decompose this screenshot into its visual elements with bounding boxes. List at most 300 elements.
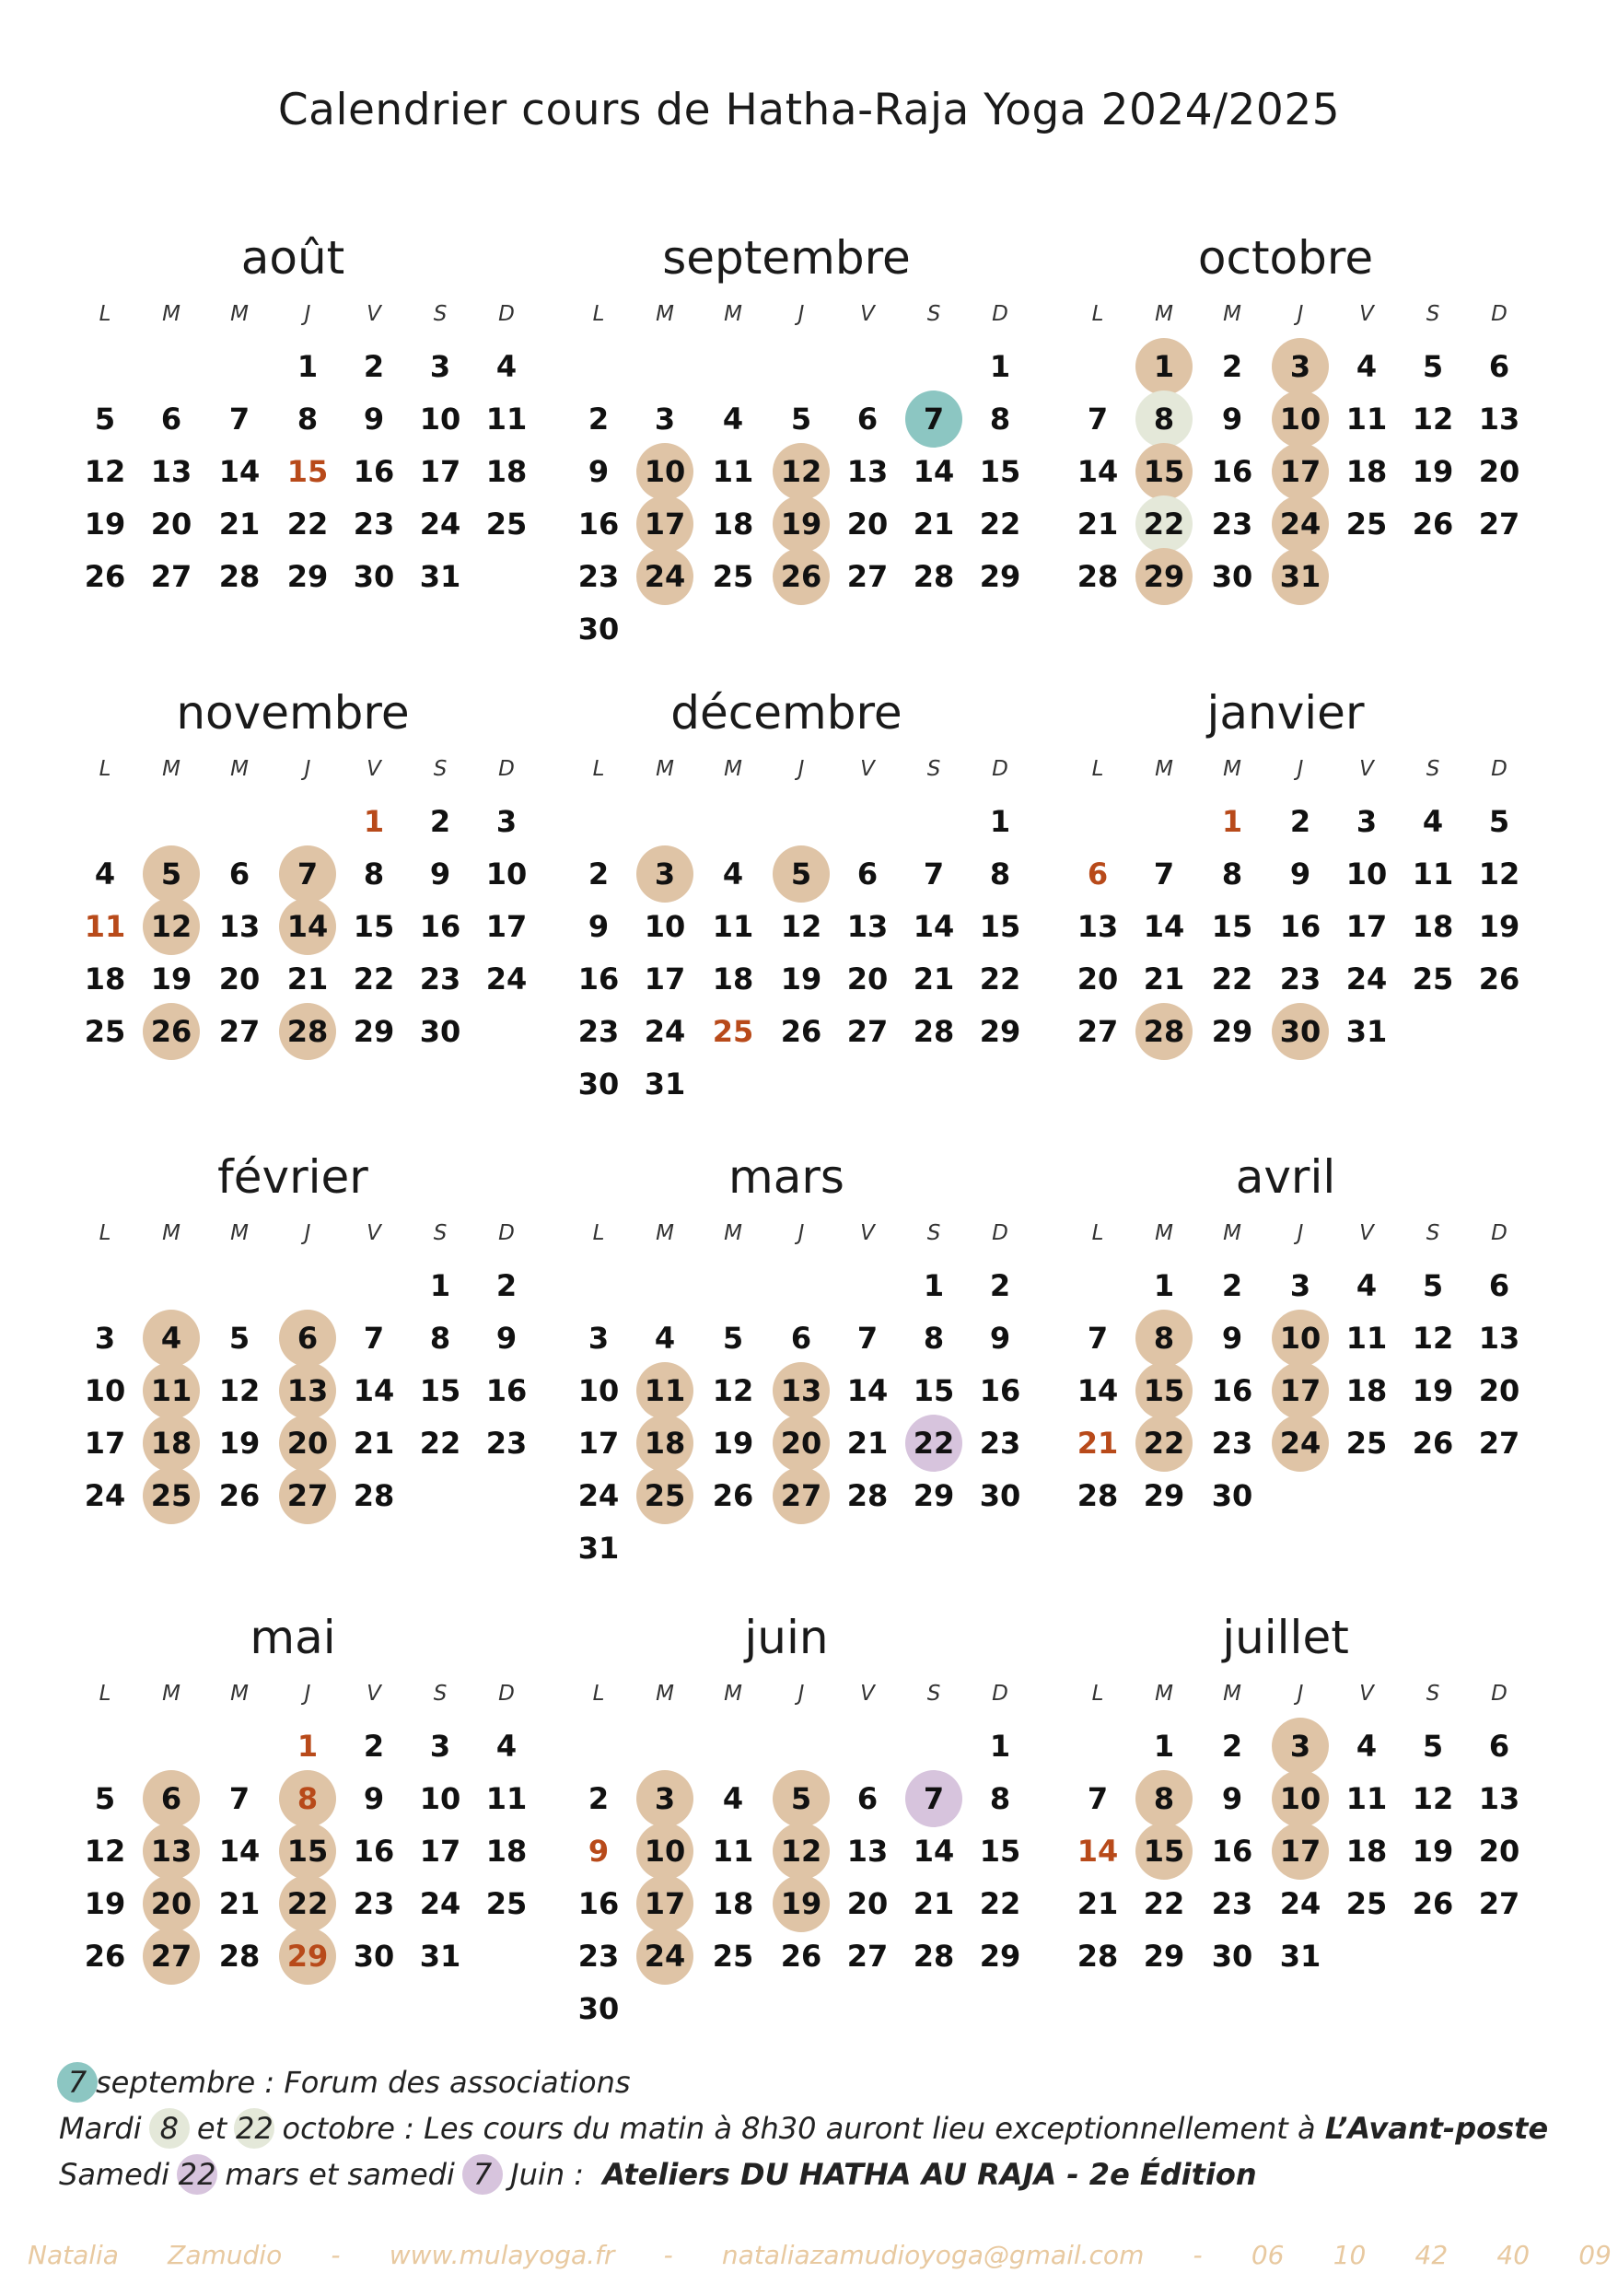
day-cell: 18 bbox=[1345, 1834, 1388, 1869]
day-cell: 27 bbox=[1077, 1014, 1119, 1049]
weekday-label: V bbox=[1359, 1221, 1374, 1245]
day-cell: 7 bbox=[1153, 857, 1175, 892]
day-cell: 12 bbox=[1478, 857, 1520, 892]
weekday-label: M bbox=[724, 1682, 742, 1706]
day-cell: 5 bbox=[1488, 804, 1510, 839]
day-cell: 4 bbox=[143, 1310, 200, 1367]
day-cell: 3 bbox=[429, 1729, 451, 1764]
weekday-label: D bbox=[498, 302, 515, 326]
day-cell: 14 bbox=[913, 454, 955, 489]
day-cell: 3 bbox=[588, 1321, 610, 1356]
weekday-label: M bbox=[1223, 757, 1241, 781]
day-cell: 1 bbox=[1221, 804, 1243, 839]
day-cell: 23 bbox=[1211, 1886, 1253, 1921]
forum-text: septembre : Forum des associations bbox=[96, 2065, 631, 2100]
day-cell: 14 bbox=[353, 1373, 395, 1408]
day-cell: 1 bbox=[989, 1729, 1011, 1764]
day-cell: 1 bbox=[1153, 1268, 1175, 1303]
day-cell: 16 bbox=[485, 1373, 528, 1408]
day-cell: 19 bbox=[1478, 909, 1520, 944]
weekday-label: V bbox=[1359, 302, 1374, 326]
day-cell: 17 bbox=[636, 1875, 693, 1932]
day-cell: 13 bbox=[846, 454, 889, 489]
day-cell: 24 bbox=[1345, 962, 1388, 996]
day-cell: 23 bbox=[353, 507, 395, 542]
day-cell: 14 bbox=[279, 898, 336, 955]
day-cell: 21 bbox=[218, 1886, 261, 1921]
day-cell: 25 bbox=[1345, 1886, 1388, 1921]
footer-item: Zamudio bbox=[168, 2240, 283, 2270]
weekday-label: D bbox=[498, 1682, 515, 1706]
day-cell: 7 bbox=[1087, 1781, 1109, 1816]
day-cell: 4 bbox=[1356, 1729, 1378, 1764]
weekday-label: V bbox=[367, 302, 381, 326]
day-cell: 18 bbox=[485, 454, 528, 489]
day-cell: 20 bbox=[279, 1415, 336, 1472]
day-cell: 10 bbox=[644, 909, 686, 944]
day-cell: 24 bbox=[419, 507, 461, 542]
day-cell: 25 bbox=[143, 1467, 200, 1524]
day-cell: 10 bbox=[84, 1373, 126, 1408]
day-cell: 20 bbox=[218, 962, 261, 996]
day-cell: 30 bbox=[1211, 1478, 1253, 1513]
footer-item: Natalia bbox=[28, 2240, 119, 2270]
day-cell: 8 bbox=[297, 402, 319, 437]
atelier-prefix: Samedi bbox=[59, 2157, 169, 2192]
day-cell: 28 bbox=[1077, 559, 1119, 594]
day-cell: 12 bbox=[773, 1823, 830, 1880]
weekday-label: V bbox=[860, 1682, 875, 1706]
day-cell: 26 bbox=[84, 1939, 126, 1974]
day-cell: 26 bbox=[1412, 507, 1454, 542]
avant-poste-place: L’Avant-poste bbox=[1324, 2111, 1549, 2146]
day-cell: 15 bbox=[1135, 1823, 1193, 1880]
day-cell: 22 bbox=[979, 507, 1021, 542]
day-cell: 21 bbox=[913, 507, 955, 542]
day-cell: 26 bbox=[780, 1014, 822, 1049]
day-cell: 20 bbox=[1478, 1373, 1520, 1408]
day-cell: 30 bbox=[577, 1991, 620, 2026]
weekday-label: M bbox=[656, 1221, 674, 1245]
day-cell: 19 bbox=[218, 1426, 261, 1461]
day-cell: 15 bbox=[1211, 909, 1253, 944]
day-cell: 20 bbox=[143, 1875, 200, 1932]
day-cell: 22 bbox=[1135, 1415, 1193, 1472]
day-cell: 17 bbox=[1345, 909, 1388, 944]
day-cell: 4 bbox=[94, 857, 116, 892]
day-cell: 31 bbox=[577, 1531, 620, 1566]
weekday-label: J bbox=[797, 1682, 805, 1706]
note-atelier bbox=[59, 2151, 1578, 2197]
day-cell: 15 bbox=[353, 909, 395, 944]
day-cell: 15 bbox=[979, 454, 1021, 489]
day-cell: 12 bbox=[84, 454, 126, 489]
weekday-label: V bbox=[860, 1221, 875, 1245]
weekday-label: D bbox=[1491, 302, 1507, 326]
weekday-label: D bbox=[992, 757, 1008, 781]
day-cell: 14 bbox=[1077, 1373, 1119, 1408]
day-cell: 28 bbox=[913, 1939, 955, 1974]
day-cell: 4 bbox=[495, 349, 518, 384]
day-cell: 6 bbox=[1087, 857, 1109, 892]
footer-item: www.mulayoga.fr bbox=[389, 2240, 615, 2270]
day-cell: 18 bbox=[712, 962, 754, 996]
day-cell: 6 bbox=[856, 857, 879, 892]
day-cell: 2 bbox=[989, 1268, 1011, 1303]
weekday-label: D bbox=[992, 1221, 1008, 1245]
day-cell: 25 bbox=[1345, 507, 1388, 542]
day-cell: 30 bbox=[577, 612, 620, 647]
day-cell: 5 bbox=[722, 1321, 744, 1356]
day-cell: 14 bbox=[1077, 1834, 1119, 1869]
day-cell: 3 bbox=[1272, 1718, 1329, 1775]
month-4 bbox=[547, 685, 1026, 1146]
day-cell: 30 bbox=[1211, 1939, 1253, 1974]
day-cell: 29 bbox=[353, 1014, 395, 1049]
weekday-label: J bbox=[797, 1221, 805, 1245]
atelier-title: Ateliers DU HATHA AU RAJA - 2e Édition bbox=[602, 2157, 1257, 2192]
day-cell: 11 bbox=[1412, 857, 1454, 892]
day-cell: 26 bbox=[712, 1478, 754, 1513]
day-cell: 30 bbox=[419, 1014, 461, 1049]
weekday-label: D bbox=[1491, 1221, 1507, 1245]
day-cell: 9 bbox=[588, 909, 610, 944]
day-cell: 5 bbox=[143, 845, 200, 903]
day-cell: 18 bbox=[143, 1415, 200, 1472]
day-cell: 25 bbox=[712, 1014, 754, 1049]
day-cell: 1 bbox=[1135, 338, 1193, 395]
weekday-label: D bbox=[992, 302, 1008, 326]
day-cell: 18 bbox=[636, 1415, 693, 1472]
day-cell: 25 bbox=[712, 1939, 754, 1974]
day-cell: 31 bbox=[419, 559, 461, 594]
day-cell: 15 bbox=[279, 1823, 336, 1880]
day-cell: 13 bbox=[279, 1362, 336, 1419]
day-cell: 10 bbox=[1272, 1310, 1329, 1367]
weekday-label: J bbox=[304, 302, 311, 326]
avant-poste-marker-1: 8 bbox=[149, 2108, 190, 2149]
day-cell: 22 bbox=[979, 1886, 1021, 1921]
day-cell: 28 bbox=[913, 1014, 955, 1049]
day-cell: 26 bbox=[84, 559, 126, 594]
month-name: juillet bbox=[1222, 1611, 1349, 1664]
day-cell: 8 bbox=[989, 1781, 1011, 1816]
weekday-label: S bbox=[1426, 757, 1440, 781]
day-cell: 7 bbox=[1087, 1321, 1109, 1356]
day-cell: 2 bbox=[588, 1781, 610, 1816]
day-cell: 22 bbox=[286, 507, 329, 542]
day-cell: 1 bbox=[297, 1729, 319, 1764]
day-cell: 21 bbox=[846, 1426, 889, 1461]
weekday-label: L bbox=[1091, 1221, 1104, 1245]
day-cell: 23 bbox=[577, 1939, 620, 1974]
month-name: octobre bbox=[1197, 231, 1374, 285]
day-cell: 28 bbox=[218, 1939, 261, 1974]
day-cell: 30 bbox=[1272, 1003, 1329, 1060]
day-cell: 19 bbox=[1412, 454, 1454, 489]
weekday-label: M bbox=[230, 1682, 249, 1706]
day-cell: 11 bbox=[485, 402, 528, 437]
day-cell: 13 bbox=[1478, 1781, 1520, 1816]
weekday-label: L bbox=[592, 1682, 605, 1706]
avant-poste-text: octobre : Les cours du matin à 8h30 auront lieu exceptionnellement à bbox=[282, 2111, 1316, 2146]
day-cell: 24 bbox=[577, 1478, 620, 1513]
weekday-label: J bbox=[797, 757, 805, 781]
day-cell: 22 bbox=[419, 1426, 461, 1461]
day-cell: 30 bbox=[577, 1066, 620, 1101]
day-cell: 27 bbox=[150, 559, 192, 594]
day-cell: 24 bbox=[1279, 1886, 1321, 1921]
day-cell: 19 bbox=[780, 962, 822, 996]
day-cell: 5 bbox=[790, 402, 812, 437]
day-cell: 4 bbox=[722, 1781, 744, 1816]
day-cell: 4 bbox=[495, 1729, 518, 1764]
day-cell: 8 bbox=[1135, 1310, 1193, 1367]
day-cell: 10 bbox=[419, 402, 461, 437]
day-cell: 18 bbox=[712, 507, 754, 542]
day-cell: 20 bbox=[846, 962, 889, 996]
day-cell: 29 bbox=[1143, 1478, 1185, 1513]
weekday-label: S bbox=[433, 1682, 448, 1706]
day-cell: 14 bbox=[1143, 909, 1185, 944]
day-cell: 25 bbox=[84, 1014, 126, 1049]
footer-contact bbox=[28, 2240, 1612, 2270]
day-cell: 24 bbox=[1272, 1415, 1329, 1472]
month-name: février bbox=[217, 1150, 368, 1204]
day-cell: 12 bbox=[712, 1373, 754, 1408]
month-3 bbox=[53, 685, 532, 1146]
weekday-label: J bbox=[1297, 1682, 1304, 1706]
day-cell: 5 bbox=[94, 402, 116, 437]
day-cell: 14 bbox=[846, 1373, 889, 1408]
month-name: janvier bbox=[1206, 686, 1365, 740]
weekday-label: M bbox=[656, 757, 674, 781]
month-6 bbox=[53, 1149, 532, 1610]
day-cell: 5 bbox=[1422, 349, 1444, 384]
day-cell: 8 bbox=[1135, 1770, 1193, 1827]
weekday-label: J bbox=[1297, 302, 1304, 326]
day-cell: 21 bbox=[1143, 962, 1185, 996]
day-cell: 31 bbox=[1279, 1939, 1321, 1974]
weekday-label: M bbox=[1155, 302, 1173, 326]
day-cell: 23 bbox=[1279, 962, 1321, 996]
day-cell: 9 bbox=[989, 1321, 1011, 1356]
day-cell: 17 bbox=[577, 1426, 620, 1461]
weekday-label: L bbox=[592, 757, 605, 781]
day-cell: 27 bbox=[773, 1467, 830, 1524]
weekday-label: V bbox=[1359, 757, 1374, 781]
day-cell: 20 bbox=[846, 1886, 889, 1921]
day-cell: 22 bbox=[279, 1875, 336, 1932]
day-cell: 13 bbox=[1478, 1321, 1520, 1356]
weekday-label: M bbox=[1223, 1682, 1241, 1706]
day-cell: 29 bbox=[979, 559, 1021, 594]
day-cell: 16 bbox=[979, 1373, 1021, 1408]
day-cell: 2 bbox=[588, 857, 610, 892]
day-cell: 10 bbox=[1272, 390, 1329, 448]
atelier-marker-1: 22 bbox=[177, 2154, 217, 2195]
day-cell: 22 bbox=[905, 1415, 962, 1472]
avant-poste-prefix: Mardi bbox=[59, 2111, 142, 2146]
day-cell: 15 bbox=[979, 909, 1021, 944]
day-cell: 24 bbox=[419, 1886, 461, 1921]
day-cell: 13 bbox=[773, 1362, 830, 1419]
day-cell: 11 bbox=[712, 454, 754, 489]
weekday-label: M bbox=[656, 1682, 674, 1706]
day-cell: 14 bbox=[218, 1834, 261, 1869]
weekday-label: D bbox=[992, 1682, 1008, 1706]
weekday-label: J bbox=[304, 1221, 311, 1245]
day-cell: 11 bbox=[143, 1362, 200, 1419]
day-cell: 19 bbox=[150, 962, 192, 996]
day-cell: 9 bbox=[363, 402, 385, 437]
weekday-label: L bbox=[1091, 1682, 1104, 1706]
month-2 bbox=[1046, 230, 1525, 691]
day-cell: 16 bbox=[353, 1834, 395, 1869]
day-cell: 9 bbox=[1221, 402, 1243, 437]
day-cell: 25 bbox=[485, 507, 528, 542]
day-cell: 13 bbox=[846, 909, 889, 944]
day-cell: 16 bbox=[1211, 1834, 1253, 1869]
day-cell: 8 bbox=[279, 1770, 336, 1827]
day-cell: 22 bbox=[1143, 1886, 1185, 1921]
day-cell: 3 bbox=[495, 804, 518, 839]
day-cell: 20 bbox=[1077, 962, 1119, 996]
day-cell: 30 bbox=[1211, 559, 1253, 594]
day-cell: 16 bbox=[1211, 1373, 1253, 1408]
day-cell: 5 bbox=[228, 1321, 250, 1356]
month-name: mai bbox=[250, 1611, 336, 1664]
day-cell: 21 bbox=[286, 962, 329, 996]
day-cell: 1 bbox=[297, 349, 319, 384]
day-cell: 28 bbox=[1077, 1939, 1119, 1974]
day-cell: 21 bbox=[353, 1426, 395, 1461]
day-cell: 22 bbox=[1135, 495, 1193, 553]
day-cell: 26 bbox=[780, 1939, 822, 1974]
day-cell: 12 bbox=[143, 898, 200, 955]
day-cell: 29 bbox=[979, 1014, 1021, 1049]
atelier-after: Juin : bbox=[510, 2157, 585, 2192]
day-cell: 19 bbox=[773, 1875, 830, 1932]
weekday-label: L bbox=[99, 302, 111, 326]
day-cell: 25 bbox=[1345, 1426, 1388, 1461]
day-cell: 29 bbox=[1143, 1939, 1185, 1974]
day-cell: 24 bbox=[636, 548, 693, 605]
weekday-label: D bbox=[1491, 1682, 1507, 1706]
day-cell: 10 bbox=[636, 443, 693, 500]
day-cell: 26 bbox=[1412, 1426, 1454, 1461]
month-11 bbox=[1046, 1610, 1525, 2070]
weekday-label: J bbox=[304, 1682, 311, 1706]
month-7 bbox=[547, 1149, 1026, 1610]
day-cell: 20 bbox=[1478, 454, 1520, 489]
day-cell: 18 bbox=[1412, 909, 1454, 944]
day-cell: 6 bbox=[1488, 1729, 1510, 1764]
weekday-label: S bbox=[926, 757, 941, 781]
forum-marker: 7 bbox=[57, 2062, 98, 2103]
day-cell: 2 bbox=[363, 1729, 385, 1764]
day-cell: 3 bbox=[636, 1770, 693, 1827]
day-cell: 11 bbox=[636, 1362, 693, 1419]
day-cell: 19 bbox=[712, 1426, 754, 1461]
day-cell: 31 bbox=[644, 1066, 686, 1101]
day-cell: 16 bbox=[353, 454, 395, 489]
weekday-label: V bbox=[1359, 1682, 1374, 1706]
day-cell: 5 bbox=[1422, 1268, 1444, 1303]
day-cell: 22 bbox=[979, 962, 1021, 996]
day-cell: 27 bbox=[218, 1014, 261, 1049]
note-forum bbox=[59, 2059, 1578, 2105]
day-cell: 9 bbox=[588, 454, 610, 489]
month-5 bbox=[1046, 685, 1525, 1146]
day-cell: 11 bbox=[84, 909, 126, 944]
day-cell: 23 bbox=[419, 962, 461, 996]
day-cell: 12 bbox=[218, 1373, 261, 1408]
day-cell: 8 bbox=[363, 857, 385, 892]
day-cell: 23 bbox=[577, 1014, 620, 1049]
day-cell: 8 bbox=[989, 402, 1011, 437]
footer-item: - bbox=[1193, 2240, 1203, 2270]
day-cell: 6 bbox=[1488, 349, 1510, 384]
day-cell: 18 bbox=[84, 962, 126, 996]
day-cell: 9 bbox=[1221, 1321, 1243, 1356]
month-10 bbox=[547, 1610, 1026, 2070]
weekday-label: J bbox=[1297, 757, 1304, 781]
month-8 bbox=[1046, 1149, 1525, 1610]
day-cell: 1 bbox=[429, 1268, 451, 1303]
month-name: août bbox=[240, 231, 345, 285]
day-cell: 21 bbox=[1077, 1426, 1119, 1461]
day-cell: 15 bbox=[979, 1834, 1021, 1869]
day-cell: 27 bbox=[846, 1014, 889, 1049]
month-name: avril bbox=[1235, 1150, 1336, 1204]
day-cell: 3 bbox=[94, 1321, 116, 1356]
day-cell: 9 bbox=[1221, 1781, 1243, 1816]
day-cell: 6 bbox=[856, 402, 879, 437]
weekday-label: J bbox=[304, 757, 311, 781]
day-cell: 1 bbox=[989, 804, 1011, 839]
day-cell: 8 bbox=[1135, 390, 1193, 448]
day-cell: 11 bbox=[1345, 1321, 1388, 1356]
day-cell: 23 bbox=[1211, 507, 1253, 542]
day-cell: 8 bbox=[989, 857, 1011, 892]
day-cell: 16 bbox=[1211, 454, 1253, 489]
day-cell: 29 bbox=[1135, 548, 1193, 605]
day-cell: 17 bbox=[1272, 1362, 1329, 1419]
day-cell: 6 bbox=[790, 1321, 812, 1356]
weekday-label: V bbox=[367, 1682, 381, 1706]
day-cell: 13 bbox=[846, 1834, 889, 1869]
footer-item: 40 bbox=[1496, 2240, 1531, 2270]
day-cell: 23 bbox=[353, 1886, 395, 1921]
weekday-label: V bbox=[367, 1221, 381, 1245]
day-cell: 27 bbox=[846, 1939, 889, 1974]
day-cell: 7 bbox=[279, 845, 336, 903]
day-cell: 1 bbox=[1153, 1729, 1175, 1764]
weekday-label: M bbox=[656, 302, 674, 326]
day-cell: 5 bbox=[94, 1781, 116, 1816]
weekday-label: L bbox=[592, 1221, 605, 1245]
day-cell: 24 bbox=[1272, 495, 1329, 553]
day-cell: 2 bbox=[495, 1268, 518, 1303]
day-cell: 28 bbox=[913, 559, 955, 594]
day-cell: 24 bbox=[84, 1478, 126, 1513]
day-cell: 28 bbox=[218, 559, 261, 594]
day-cell: 23 bbox=[979, 1426, 1021, 1461]
day-cell: 18 bbox=[712, 1886, 754, 1921]
day-cell: 15 bbox=[1135, 443, 1193, 500]
day-cell: 19 bbox=[1412, 1834, 1454, 1869]
